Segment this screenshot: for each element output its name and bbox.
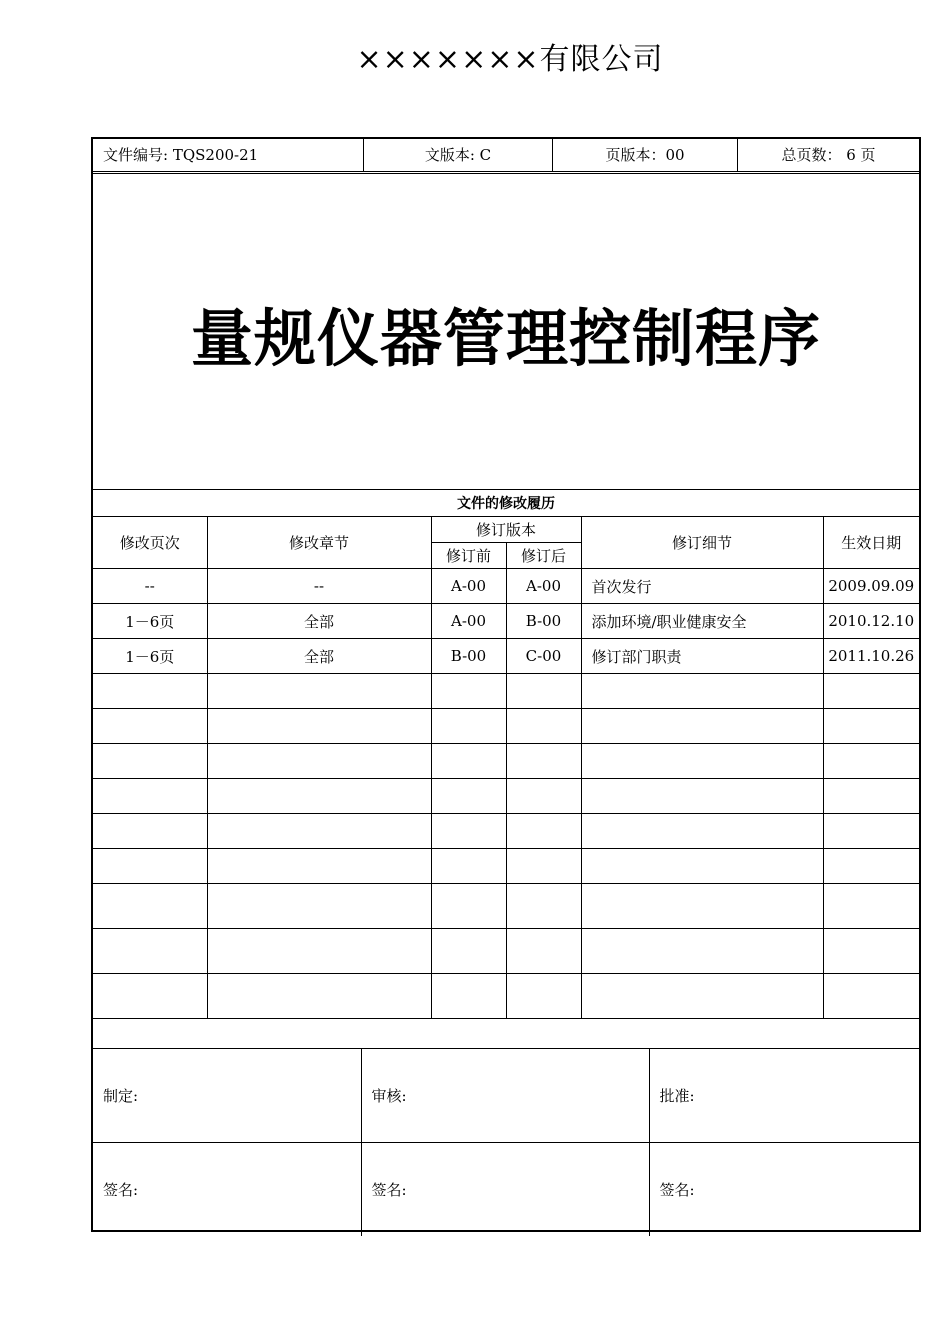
empty-row: [93, 744, 919, 779]
empty-row: [93, 849, 919, 884]
signature-field: 签名:: [361, 1143, 649, 1237]
company-name: ×××××××有限公司: [356, 42, 664, 77]
empty-row: [93, 779, 919, 814]
approved-by-label: 批准:: [649, 1049, 919, 1143]
cell-pages: --: [93, 569, 207, 604]
cell-after: A-00: [506, 569, 581, 604]
col-detail: 修订细节: [581, 517, 823, 569]
cell-chapter: 全部: [207, 639, 431, 674]
document-frame: [91, 137, 921, 1232]
table-row: [93, 639, 919, 674]
cell-detail: 首次发行: [581, 569, 823, 604]
revision-history-table: [93, 489, 919, 1019]
cell-date: 2010.12.10: [823, 604, 919, 639]
col-chapter: 修改章节: [207, 517, 431, 569]
total-pages: 总页数： 6 页: [781, 146, 876, 164]
cell-pages: 1－6页: [93, 639, 207, 674]
empty-row: [93, 929, 919, 974]
revision-caption: 文件的修改履历: [93, 490, 919, 517]
empty-row: [93, 709, 919, 744]
cell-detail: 修订部门职责: [581, 639, 823, 674]
col-pages: 修改页次: [93, 517, 207, 569]
empty-row: [93, 884, 919, 929]
cell-chapter: --: [207, 569, 431, 604]
cell-date: 2011.10.26: [823, 639, 919, 674]
doc-number: 文件编号: TQS200-21: [93, 139, 364, 171]
col-date: 生效日期: [823, 517, 919, 569]
table-row: [93, 569, 919, 604]
cell-before: A-00: [431, 604, 506, 639]
cell-before: B-00: [431, 639, 506, 674]
signature-field: 签名:: [93, 1143, 361, 1237]
empty-row: [93, 974, 919, 1019]
cell-date: 2009.09.09: [823, 569, 919, 604]
cell-pages: 1－6页: [93, 604, 207, 639]
cell-after: C-00: [506, 639, 581, 674]
reviewed-by-label: 审核:: [361, 1049, 649, 1143]
page-version: 页版本：00: [553, 139, 738, 171]
col-version: 修订版本: [431, 517, 581, 543]
cell-before: A-00: [431, 569, 506, 604]
table-row: [93, 604, 919, 639]
cell-chapter: 全部: [207, 604, 431, 639]
document-title: 量规仪器管理控制程序: [190, 302, 821, 375]
col-after: 修订后: [506, 543, 581, 569]
signature-field: 签名:: [649, 1143, 919, 1237]
doc-version: 文版本: C: [364, 139, 553, 171]
document-header: [93, 139, 919, 174]
empty-row: [93, 674, 919, 709]
empty-row: [93, 814, 919, 849]
cell-detail: 添加环境/职业健康安全: [581, 604, 823, 639]
signoff-table: [93, 1048, 919, 1236]
prepared-by-label: 制定:: [93, 1049, 361, 1143]
cell-after: B-00: [506, 604, 581, 639]
col-before: 修订前: [431, 543, 506, 569]
